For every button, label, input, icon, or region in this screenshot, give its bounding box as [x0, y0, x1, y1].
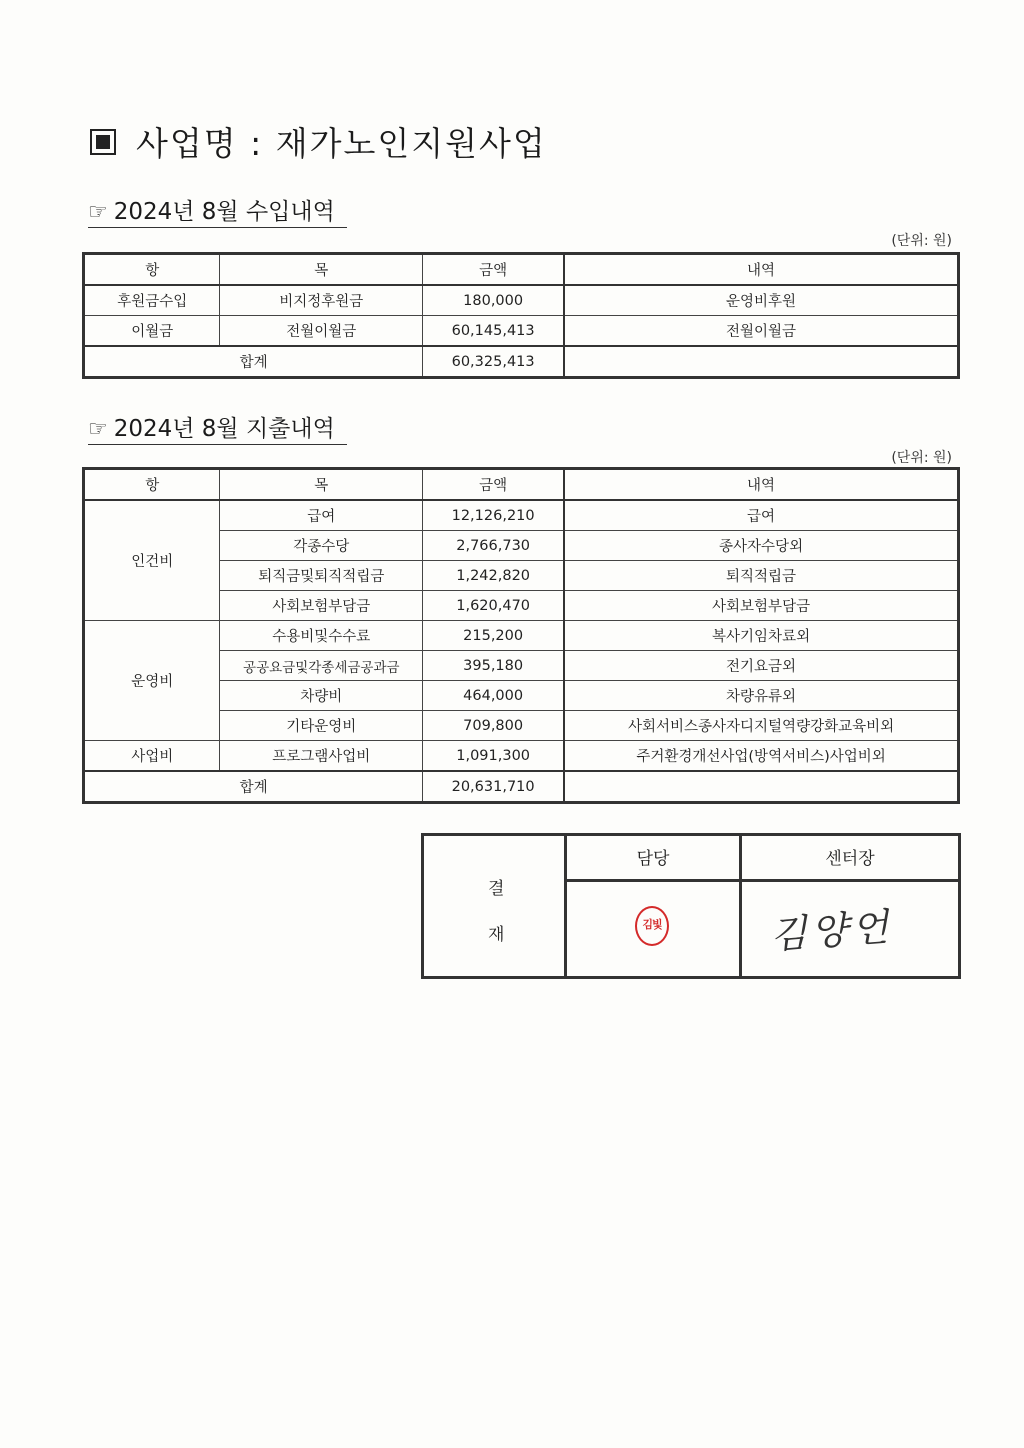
- expense-mok: 급여: [220, 500, 423, 531]
- expense-amount: 1,242,820: [423, 561, 564, 591]
- approval-staff-sign: [567, 882, 742, 976]
- pointing-hand-icon: ☞: [88, 417, 108, 442]
- pointing-hand-icon: ☞: [88, 200, 108, 225]
- expense-heading-text: 2024년 8월 지출내역: [113, 416, 335, 442]
- approval-col-staff: 담당: [567, 836, 742, 882]
- expense-mok: 사회보험부담금: [220, 591, 423, 621]
- income-unit: (단위: 원): [891, 233, 952, 249]
- expense-detail: 주거환경개선사업(방역서비스)사업비외: [564, 741, 958, 772]
- expense-amount: 395,180: [423, 651, 564, 681]
- expense-amount: 2,766,730: [423, 531, 564, 561]
- income-total-amount: 60,325,413: [423, 346, 564, 378]
- expense-amount: 215,200: [423, 621, 564, 651]
- expense-detail: 퇴직적립금: [564, 561, 958, 591]
- approval-label-1: 결: [488, 879, 505, 899]
- expense-mok: 각종수당: [220, 531, 423, 561]
- expense-total-row: [84, 771, 959, 803]
- income-mok: 전월이월금: [220, 316, 423, 347]
- income-mok: 비지정후원금: [220, 285, 423, 316]
- expense-amount: 709,800: [423, 711, 564, 741]
- expense-total-label: 합계: [84, 771, 423, 803]
- expense-detail: 사회보험부담금: [564, 591, 958, 621]
- income-header-mok: 목: [220, 254, 423, 286]
- income-amount: 60,145,413: [423, 316, 564, 347]
- expense-amount: 12,126,210: [423, 500, 564, 531]
- expense-amount: 1,620,470: [423, 591, 564, 621]
- income-total-row: [84, 346, 959, 378]
- expense-detail: 사회서비스종사자디지털역량강화교육비외: [564, 711, 958, 741]
- table-row: [84, 316, 959, 347]
- income-header-amount: 금액: [423, 254, 564, 286]
- expense-table: [82, 467, 960, 804]
- expense-mok: 퇴직금및퇴직적립금: [220, 561, 423, 591]
- table-row: [84, 621, 959, 651]
- income-detail: 전월이월금: [564, 316, 958, 347]
- approval-director-sign: [742, 882, 958, 976]
- income-table: [82, 252, 960, 379]
- approval-label-2: 재: [488, 925, 505, 945]
- income-total-detail: [564, 346, 958, 378]
- expense-total-amount: 20,631,710: [423, 771, 564, 803]
- approval-label: [424, 836, 567, 976]
- expense-heading: [88, 410, 347, 445]
- income-hang: 이월금: [84, 316, 220, 347]
- expense-mok: 기타운영비: [220, 711, 423, 741]
- expense-detail: 전기요금외: [564, 651, 958, 681]
- table-row: [84, 285, 959, 316]
- red-seal-stamp: 김빛: [635, 906, 669, 946]
- expense-unit: (단위: 원): [891, 450, 952, 466]
- approval-col-director: 센터장: [742, 836, 958, 882]
- expense-detail: 종사자수당외: [564, 531, 958, 561]
- page-title: [90, 118, 547, 165]
- table-row: [84, 500, 959, 531]
- page-title-text: 사업명 : 재가노인지원사업: [136, 124, 547, 163]
- expense-total-detail: [564, 771, 958, 803]
- income-heading: [88, 193, 347, 228]
- income-detail: 운영비후원: [564, 285, 958, 316]
- expense-header-row: [84, 469, 959, 501]
- income-heading-text: 2024년 8월 수입내역: [113, 199, 335, 225]
- expense-hang-program: 사업비: [84, 741, 220, 772]
- expense-detail: 복사기임차료외: [564, 621, 958, 651]
- income-amount: 180,000: [423, 285, 564, 316]
- expense-mok: 차량비: [220, 681, 423, 711]
- income-header-detail: 내역: [564, 254, 958, 286]
- expense-header-detail: 내역: [564, 469, 958, 501]
- filled-square-icon: [90, 129, 116, 155]
- income-header-hang: 항: [84, 254, 220, 286]
- table-row: [84, 741, 959, 772]
- expense-mok: 프로그램사업비: [220, 741, 423, 772]
- expense-header-mok: 목: [220, 469, 423, 501]
- expense-detail: 급여: [564, 500, 958, 531]
- expense-amount: 464,000: [423, 681, 564, 711]
- handwritten-signature: 김양언: [768, 904, 894, 958]
- expense-header-hang: 항: [84, 469, 220, 501]
- expense-mok: 수용비및수수료: [220, 621, 423, 651]
- expense-amount: 1,091,300: [423, 741, 564, 772]
- income-hang: 후원금수입: [84, 285, 220, 316]
- expense-header-amount: 금액: [423, 469, 564, 501]
- expense-hang-operation: 운영비: [84, 621, 220, 741]
- expense-mok: 공공요금및각종세금공과금: [220, 651, 423, 681]
- approval-box: [421, 833, 961, 979]
- expense-detail: 차량유류외: [564, 681, 958, 711]
- income-header-row: [84, 254, 959, 286]
- expense-hang-personnel: 인건비: [84, 500, 220, 621]
- income-total-label: 합계: [84, 346, 423, 378]
